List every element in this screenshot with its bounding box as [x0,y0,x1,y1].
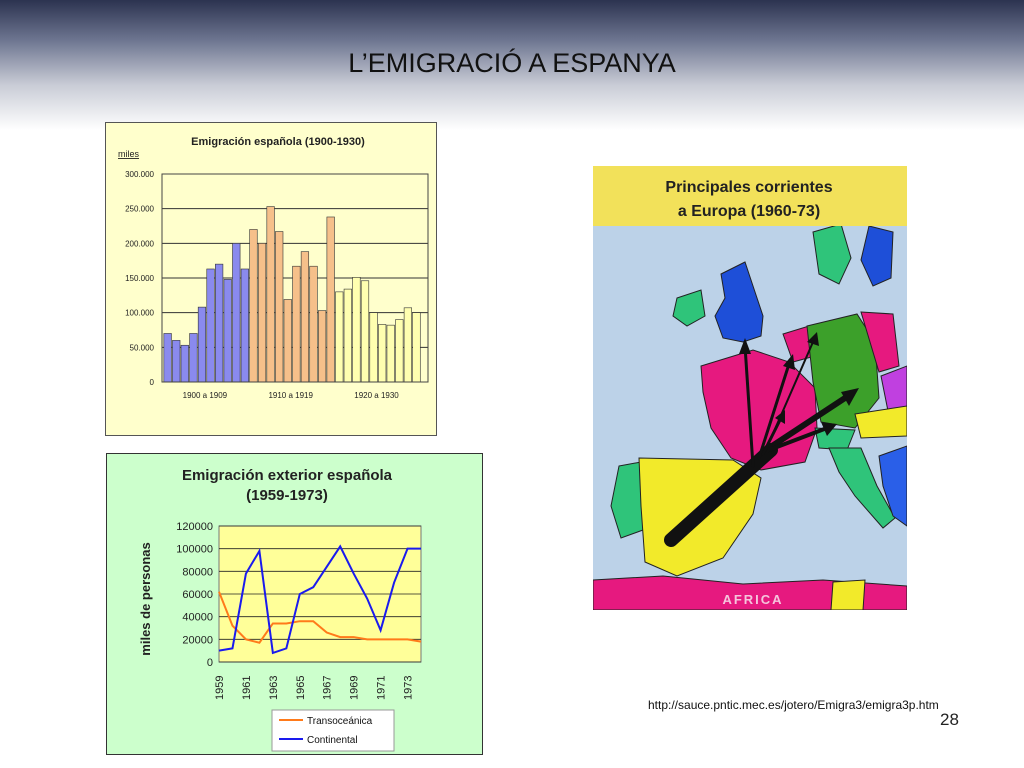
line-chart-xtick-label: 1963 [267,675,280,700]
emigration-1959-1973-chart [106,453,483,755]
bar-1919 [327,217,335,382]
page-number: 28 [940,710,959,729]
bar-chart-unit-label: miles [118,149,140,159]
bar-1929 [413,313,421,382]
line-chart-subtitle: (1959-1973) [246,487,328,504]
europe-migration-map [593,166,907,610]
bar-1907 [224,279,232,382]
line-chart-xtick-label: 1959 [214,675,226,700]
bar-1900 [164,333,172,382]
bar-1918 [318,311,326,382]
map-svg [593,166,907,610]
line-chart-xtick-label: 1967 [321,675,334,700]
line-chart-ytick-label: 120000 [176,521,213,533]
bar-chart-ytick-label: 0 [149,378,154,387]
line-chart-ytick-label: 0 [206,657,213,669]
map-africa-label: AFRICA [722,592,784,607]
line-chart-ytick-label: 60000 [182,589,213,601]
emigration-1900-1930-chart [105,122,437,436]
bar-chart-ytick-label: 200.000 [125,239,154,249]
bar-chart-ytick-label: 250.000 [125,204,154,214]
map-title-line2: a Europa (1960-73) [677,203,821,220]
bar-1910 [250,229,258,382]
bar-1925 [378,324,386,382]
bar-1908 [233,243,241,382]
bar-1912 [267,207,275,382]
bar-1906 [215,264,223,382]
line-chart-xtick-label: 1969 [348,675,361,700]
line-chart-legend [272,710,394,751]
bar-1915 [293,266,301,382]
map-title-line1: Principales corrientes [665,179,833,196]
line-chart-svg [107,454,482,754]
bar-1902 [181,345,189,382]
line-chart-ytick-label: 80000 [182,566,213,579]
bar-chart-svg [106,123,436,435]
bar-chart-ytick-label: 100.000 [125,308,154,318]
bar-1913 [275,232,283,382]
bar-1927 [396,320,404,382]
bar-1920 [335,292,343,382]
bar-1924 [370,313,378,382]
bar-chart-ytick-label: 150.000 [125,274,154,283]
bar-chart-group-label: 1920 a 1930 [354,391,399,400]
bar-1926 [387,325,395,382]
bar-1917 [310,266,318,382]
line-chart-xtick-label: 1973 [402,675,415,700]
line-chart-xtick-label: 1961 [240,675,253,700]
line-chart-ylabel: miles de personas [138,542,153,656]
bar-chart-ytick-label: 50.000 [129,343,154,353]
bar-1914 [284,299,292,382]
legend-label-continental: Continental [307,735,358,746]
line-chart-ytick-label: 20000 [182,634,213,647]
bar-1901 [172,340,180,382]
bar-1928 [404,308,412,382]
bar-chart-ytick-label: 300.000 [125,170,154,179]
bar-1916 [301,252,309,382]
source-url: http://sauce.pntic.mec.es/jotero/Emigra3/emigra3p.htm [648,698,939,712]
bar-chart-title: Emigración española (1900-1930) [191,136,365,148]
line-chart-xtick-label: 1965 [294,675,307,700]
line-chart-ytick-label: 40000 [182,611,213,624]
legend-label-transoceanica: Transoceánica [307,716,373,727]
slide-title: L’EMIGRACIÓ A ESPANYA [348,48,676,78]
bar-1904 [198,307,206,382]
line-chart-xtick-label: 1971 [375,675,388,700]
bar-1922 [353,277,361,382]
bar-1909 [241,269,249,382]
bar-1921 [344,289,352,382]
map-africa-east [831,580,865,610]
bar-1911 [258,243,266,382]
bar-1903 [190,333,198,382]
line-chart-ytick-label: 100000 [176,543,213,556]
bar-chart-group-label: 1900 a 1909 [182,391,228,400]
bar-1923 [361,281,369,382]
bar-1905 [207,269,215,382]
bar-chart-group-label: 1910 a 1919 [268,391,313,400]
line-chart-title: Emigración exterior española [181,467,393,484]
